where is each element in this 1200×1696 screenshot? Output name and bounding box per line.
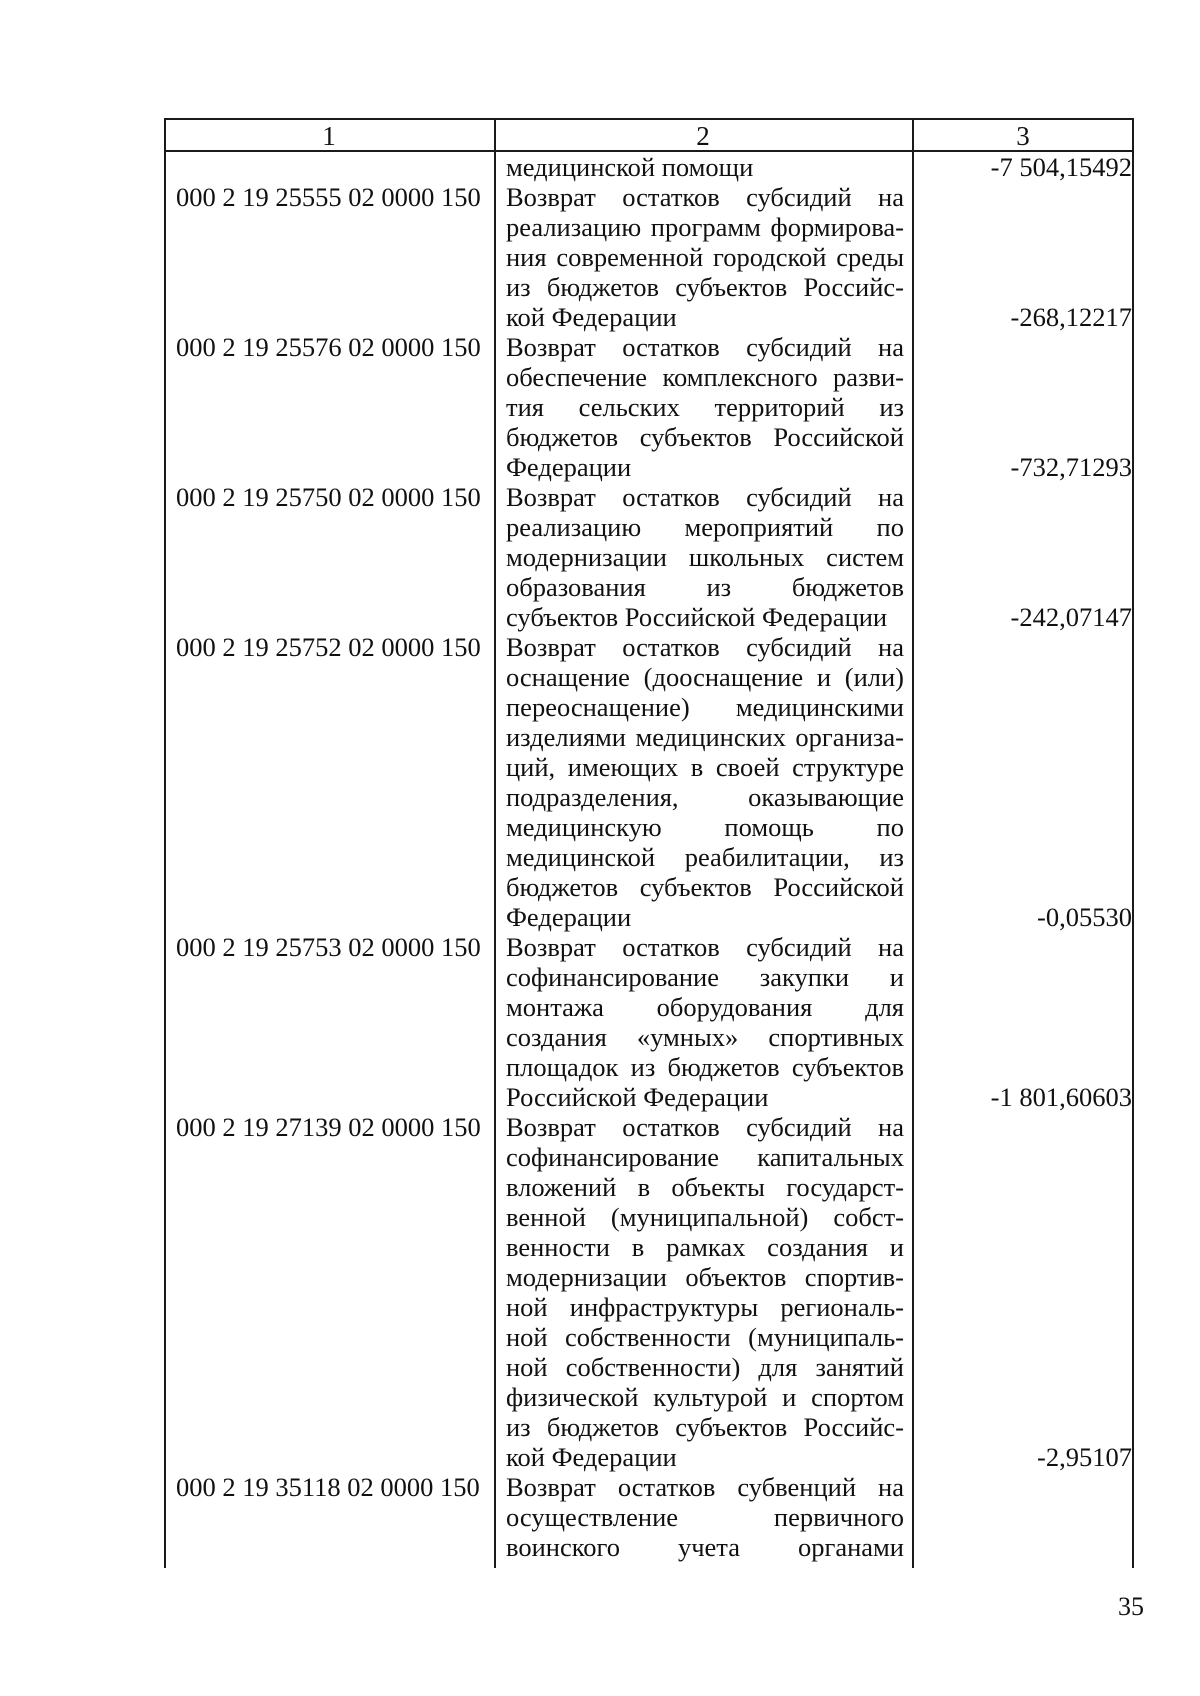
desc-line: ния современной городской среды [506,242,904,272]
desc-line: медицинскую помощь по [506,812,904,842]
row-amount: -242,07147 [1010,602,1132,632]
row-amount: -0,05530 [1037,902,1132,932]
desc-line: из бюджетов субъектов Российс- [506,1412,904,1442]
desc-line: обеспечение комплексного разви- [506,362,904,392]
desc-line: Возврат остатков субсидий на [506,1112,904,1142]
row-amount: -732,71293 [1010,452,1132,482]
desc-line: кой Федерации [506,1442,677,1472]
desc-line: вложений в объекты государст- [506,1172,904,1202]
row-description [506,1472,904,1562]
desc-line: Возврат остатков субсидий на [506,632,904,662]
desc-line: софинансирование закупки и [506,962,904,992]
desc-line: из бюджетов субъектов Российс- [506,272,904,302]
desc-line: Федерации [506,902,632,932]
desc-line: медицинской реабилитации, из [506,842,904,872]
desc-line: Возврат остатков субвенций на [506,1472,904,1502]
row-description [506,932,904,1112]
desc-line: воинского учета органами [506,1532,904,1562]
row-code: 000 2 19 27139 02 0000 150 [176,1112,481,1142]
desc-line: Возврат остатков субсидий на [506,332,904,362]
desc-line: ций, имеющих в своей структуре [506,752,904,782]
desc-line: модернизации объектов спортив- [506,1262,904,1292]
desc-line: подразделения, оказывающие [506,782,904,812]
desc-line: Возврат остатков субсидий на [506,482,904,512]
desc-line: бюджетов субъектов Российской [506,422,904,452]
desc-line: венности в рамках создания и [506,1232,904,1262]
desc-line: оснащение (дооснащение и (или) [506,662,904,692]
desc-line: переоснащение) медицинскими [506,692,904,722]
desc-line: физической культурой и спортом [506,1382,904,1412]
row-amount: -1 801,60603 [990,1082,1132,1112]
row-code: 000 2 19 25752 02 0000 150 [176,632,481,662]
table-header-row [164,118,1134,152]
continuation-description [506,152,904,182]
desc-line: Российской Федерации [506,1082,769,1112]
row-description [506,1112,904,1472]
desc-line: бюджетов субъектов Российской [506,872,904,902]
row-amount: -2,95107 [1037,1442,1132,1472]
row-description [506,332,904,482]
row-code: 000 2 19 35118 02 0000 150 [176,1472,480,1502]
desc-line: модернизации школьных систем [506,542,904,572]
row-description [506,632,904,932]
row-amount: -268,12217 [1010,302,1132,332]
desc-line: Возврат остатков субсидий на [506,182,904,212]
row-code: 000 2 19 25753 02 0000 150 [176,932,481,962]
header-col-3: 3 [1016,121,1030,151]
desc-line: образования из бюджетов [506,572,904,602]
desc-line: ной инфраструктуры региональ- [506,1292,904,1322]
desc-line: реализацию мероприятий по [506,512,904,542]
desc-line: площадок из бюджетов субъектов [506,1052,904,1082]
header-col-1: 1 [322,121,336,151]
table-border-left [164,118,166,1568]
row-code: 000 2 19 25576 02 0000 150 [176,332,481,362]
table-border-right [1132,118,1134,1568]
desc-line: ной собственности (муниципаль- [506,1322,904,1352]
desc-line: реализацию программ формирова- [506,212,904,242]
page-number: 35 [1118,1592,1144,1621]
desc-line: медицинской помощи [506,152,754,182]
desc-line: монтажа оборудования для [506,992,904,1022]
desc-line: субъектов Российской Федерации [506,602,888,632]
desc-line: осуществление первичного [506,1502,904,1532]
desc-line: изделиями медицинских организа- [506,722,904,752]
desc-line: Федерации [506,452,632,482]
header-col-2: 2 [696,121,710,151]
row-description [506,482,904,632]
row-description [506,182,904,332]
row-code: 000 2 19 25555 02 0000 150 [176,182,481,212]
continuation-amount: -7 504,15492 [990,152,1132,182]
row-code: 000 2 19 25750 02 0000 150 [176,482,481,512]
desc-line: ной собственности) для занятий [506,1352,904,1382]
desc-line: кой Федерации [506,302,677,332]
desc-line: Возврат остатков субсидий на [506,932,904,962]
desc-line: тия сельских территорий из [506,392,904,422]
desc-line: создания «умных» спортивных [506,1022,904,1052]
desc-line: софинансирование капитальных [506,1142,904,1172]
desc-line: венной (муниципальной) собст- [506,1202,904,1232]
column-divider-2 [912,118,914,1568]
